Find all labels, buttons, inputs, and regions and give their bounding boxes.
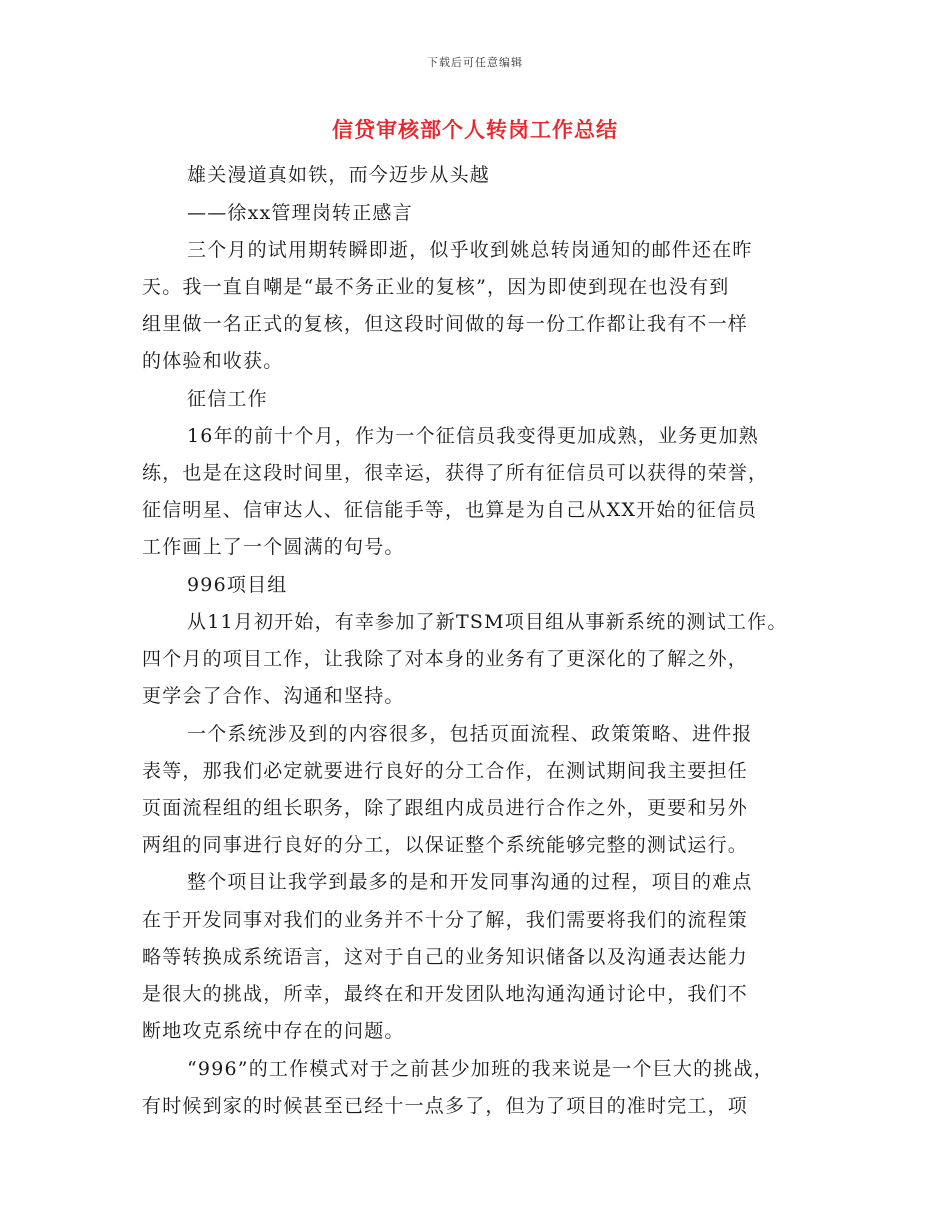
text-line: 断地攻克系统中存在的问题。 <box>142 1020 405 1042</box>
text-line: 三个月的试用期转瞬即逝，似乎收到姚总转岗通知的邮件还在昨 <box>187 239 753 261</box>
text-line: 一个系统涉及到的内容很多，包括页面流程、政策策略、进件报 <box>187 723 753 745</box>
text-line: 有时候到家的时候甚至已经十一点多了，但为了项目的准时完工，项 <box>142 1095 749 1117</box>
header-note: 下载后可任意编辑 <box>427 56 523 69</box>
text-line: 16年的前十个月，作为一个征信员我变得更加成熟，业务更加熟 <box>187 425 759 447</box>
text-line: 练，也是在这段时间里，很幸运，获得了所有征信员可以获得的荣誉， <box>142 462 769 484</box>
text-line: 征信明星、信审达人、征信能手等，也算是为自己从XX开始的征信员 <box>142 499 758 521</box>
text-line: 四个月的项目工作，让我除了对本身的业务有了更深化的了解之外， <box>142 648 749 670</box>
text-line: 组里做一名正式的复核，但这段时间做的每一份工作都让我有不一样 <box>142 313 749 335</box>
text-line: 更学会了合作、沟通和坚持。 <box>142 685 405 707</box>
text-line: 整个项目让我学到最多的是和开发同事沟通的过程，项目的难点 <box>187 871 753 893</box>
text-line: 征信工作 <box>187 388 268 410</box>
text-line: 页面流程组的组长职务，除了跟组内成员进行合作之外，更要和另外 <box>142 797 749 819</box>
text-line: 996项目组 <box>187 574 288 596</box>
text-line: 雄关漫道真如铁，而今迈步从头越 <box>187 164 491 186</box>
text-line: 略等转换成系统语言，这对于自己的业务知识储备以及沟通表达能力 <box>142 946 749 968</box>
text-line: “996”的工作模式对于之前甚少加班的我来说是一个巨大的挑战， <box>187 1058 774 1080</box>
document-title: 信贷审核部个人转岗工作总结 <box>332 118 618 142</box>
text-line: 两组的同事进行良好的分工，以保证整个系统能够完整的测试运行。 <box>142 834 749 856</box>
text-line: 在于开发同事对我们的业务并不十分了解，我们需要将我们的流程策 <box>142 909 749 931</box>
text-line: ——徐xx管理岗转正感言 <box>187 202 413 224</box>
text-line: 天。我一直自嘲是“最不务正业的复核”，因为即使到现在也没有到 <box>142 276 730 298</box>
text-line: 工作画上了一个圆满的句号。 <box>142 536 405 558</box>
text-line: 从11月初开始，有幸参加了新TSM项目组从事新系统的测试工作。 <box>187 611 788 633</box>
text-line: 的体验和收获。 <box>142 350 284 372</box>
text-line: 是很大的挑战，所幸，最终在和开发团队地沟通沟通讨论中，我们不 <box>142 983 749 1005</box>
text-line: 表等，那我们必定就要进行良好的分工合作，在测试期间我主要担任 <box>142 760 749 782</box>
